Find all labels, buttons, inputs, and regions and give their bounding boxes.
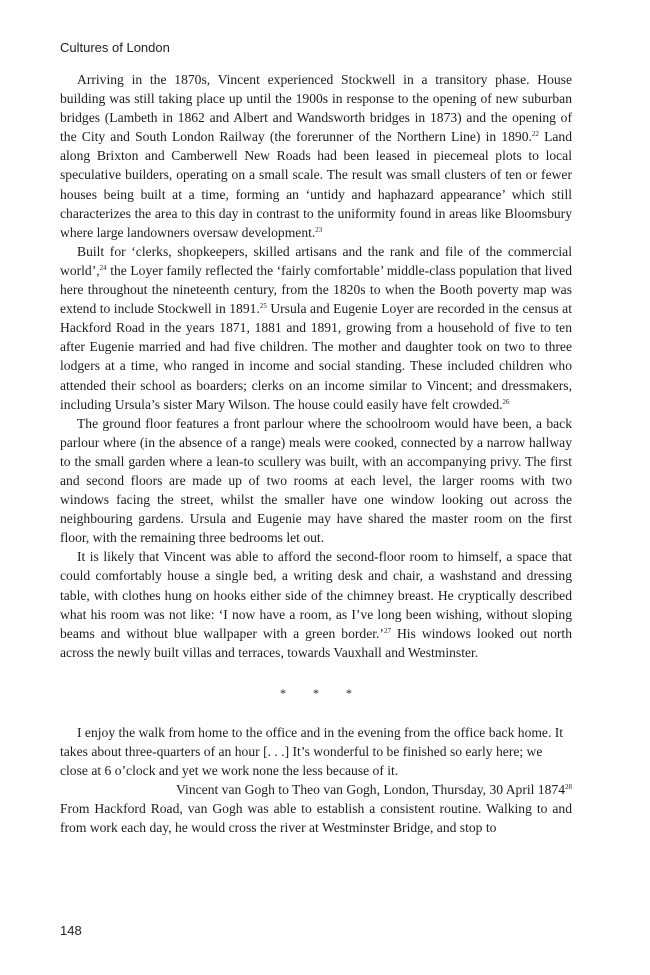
paragraph-1	[60, 70, 572, 242]
epigraph-quote: I enjoy the walk from home to the office and in the evening from the office back home. It takes about three-quarters of an hour [. . .] It’s wonderful to be finished so early here; we close at 6 o’clock and yet we work none the less because of it.	[60, 725, 564, 779]
footnote-ref-23[interactable]: 23	[315, 225, 323, 234]
footnote-ref-26[interactable]: 26	[502, 397, 510, 406]
paragraph-1-text-a: Arriving in the 1870s, Vincent experienced Stockwell in a transitory phase. House building was still taking place up until the 1900s in response to the opening of new suburban bridges (Lambeth in 1862 and Albert and Wandsworth bridges in 1873) and the opening of the City and South London Railway (the forerunner of the Northern Line) in 1890.	[60, 72, 572, 145]
paragraph-2-text-c: Ursula and Eugenie Loyer are recorded in the census at Hackford Road in the years 1871, 1881 and 1891, growing from a household of five to ten after Eugenie married and had five children. The mother and daughter took on two to three lodgers at a time, who ranged in income and social standing. These included children who attended their school as boarders; clerks on an income similar to Vincent; and dressmakers, including Ursula’s sister Mary Wilson. The house could easily have felt crowded.	[60, 301, 572, 412]
paragraph-5: From Hackford Road, van Gogh was able to establish a consistent routine. Walking to and from work each day, he would cross the river at Westminster Bridge, and stop to	[60, 801, 572, 836]
page-number: 148	[60, 923, 82, 938]
paragraph-2	[60, 242, 572, 414]
paragraph-2-text-b: the Loyer family reflected the ‘fairly comfortable’ middle-class population that lived here throughout the nineteenth century, from the 1820s to when the Booth poverty map was extend to include Stockwell in 1891.	[60, 262, 572, 317]
footnote-ref-28[interactable]: 28	[565, 783, 572, 792]
paragraph-1-text-b: Land along Brixton and Camberwell New Roads had been leased in piecemeal plots to local speculative builders, operating on a small scale. The result was small clusters of ten or fewer houses being built at a time, forming an ‘untidy and haphazard appearance’ which still characterizes the area to this day in contrast to the uniformity found in areas like Bloomsbury where large landowners oversaw development.	[60, 129, 572, 240]
footnote-ref-25[interactable]: 25	[259, 302, 267, 311]
footnote-ref-27[interactable]: 27	[383, 626, 391, 635]
section-break: * * *	[280, 685, 364, 700]
paragraph-4-text-a: It is likely that Vincent was able to afford the second-floor room to himself, a space that could comfortably house a single bed, a writing desk and chair, a washstand and dressing table, with clothes hung on hooks either side of the chimney breast. He cryptically described what his room was not like: ‘I now have a room, as I’ve long been wishing, without sloping beams and without blue wallpaper with a green border.’	[60, 549, 572, 641]
running-head: Cultures of London	[60, 40, 170, 55]
paragraph-3: The ground floor features a front parlour where the schoolroom would have been, a back parlour where (in the absence of a range) meals were cooked, connected by a narrow hallway to the small garden where a lean-to scullery was built, with an accompanying privy. The first and second floors are made up of two rooms at each level, the larger rooms with two windows facing the street, whilst the smaller have one window looking out across the neighbouring gardens. Ursula and Eugenie may have shared the master room on the first floor, with the remaining three bedrooms let out.	[60, 415, 572, 546]
paragraph-2-text-a: Built for ‘clerks, shopkeepers, skilled artisans and the rank and file of the commercial world’,	[60, 243, 572, 278]
footnote-ref-22[interactable]: 22	[531, 130, 539, 139]
attribution-text: Vincent van Gogh to Theo van Gogh, London, Thursday, 30 April 1874	[176, 782, 565, 798]
footnote-ref-24[interactable]: 24	[99, 263, 107, 272]
paragraph-4-text-b: His windows looked out north across the newly built villas and terraces, towards Vauxhall and Westminster.	[60, 625, 573, 660]
epigraph-attribution	[60, 780, 572, 799]
body-text	[60, 70, 572, 838]
paragraph-4	[60, 547, 572, 662]
